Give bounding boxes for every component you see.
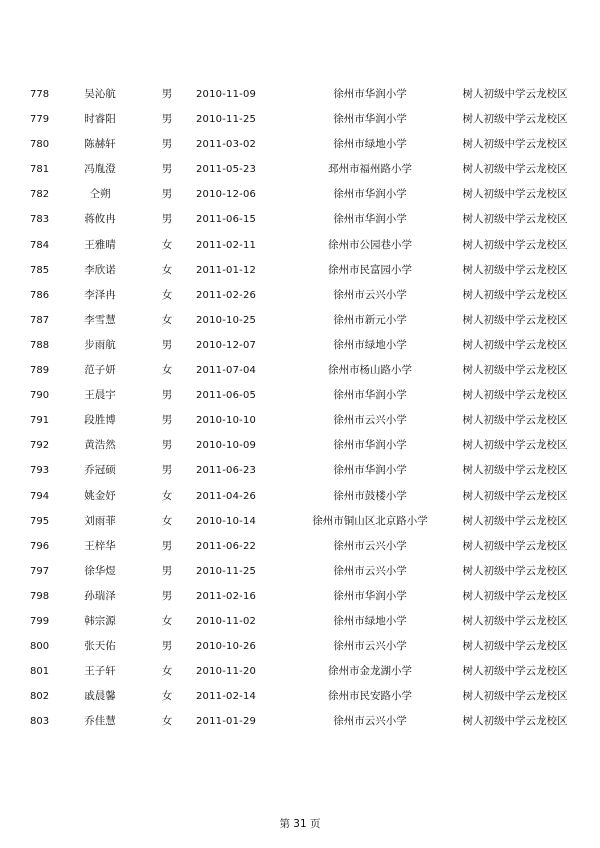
- birth-date: 2011-02-14: [196, 691, 257, 703]
- birth-date: 2011-02-11: [196, 239, 257, 251]
- birth-date: 2010-11-20: [196, 666, 257, 678]
- student-name: 徐华煜: [84, 564, 116, 577]
- row-number: 801: [30, 666, 50, 678]
- primary-school: 徐州市新元小学: [333, 313, 407, 326]
- student-gender: 男: [161, 464, 173, 477]
- row-number: 790: [30, 390, 50, 402]
- row-number: 778: [30, 89, 50, 100]
- primary-school: 徐州市云兴小学: [333, 564, 407, 577]
- student-gender: 女: [161, 263, 173, 276]
- row-number: 788: [30, 339, 50, 351]
- table-row: [0, 684, 600, 709]
- assigned-school: 树人初级中学云龙校区: [462, 113, 568, 126]
- row-number: 779: [30, 114, 50, 126]
- table-row: [0, 509, 600, 534]
- primary-school: 徐州市公园巷小学: [328, 238, 412, 251]
- primary-school: 徐州市杨山路小学: [328, 364, 412, 377]
- birth-date: 2010-12-06: [196, 189, 257, 201]
- birth-date: 2010-10-26: [196, 641, 257, 653]
- row-number: 780: [30, 139, 50, 151]
- student-gender: 男: [161, 338, 173, 351]
- student-gender: 女: [161, 715, 173, 728]
- assigned-school: 树人初级中学云龙校区: [462, 138, 568, 151]
- birth-date: 2010-10-14: [196, 515, 257, 527]
- student-name: 姚金妤: [84, 489, 116, 502]
- birth-date: 2010-10-25: [196, 314, 257, 326]
- row-number: 798: [30, 590, 50, 602]
- table-row: [0, 283, 600, 308]
- primary-school: 徐州市云兴小学: [333, 539, 407, 552]
- student-gender: 男: [161, 213, 173, 226]
- primary-school: 徐州市华润小学: [333, 464, 407, 477]
- birth-date: 2010-11-25: [196, 565, 257, 577]
- primary-school: 徐州市云兴小学: [333, 288, 407, 301]
- primary-school: 徐州市民富园小学: [328, 263, 412, 276]
- table-row: [0, 308, 600, 333]
- birth-date: 2011-06-15: [196, 214, 257, 226]
- assigned-school: 树人初级中学云龙校区: [462, 614, 568, 627]
- row-number: 799: [30, 615, 50, 627]
- row-number: 791: [30, 415, 50, 427]
- student-gender: 男: [161, 439, 173, 452]
- table-row: [0, 258, 600, 283]
- table-row: [0, 484, 600, 509]
- student-name: 张天佑: [84, 640, 116, 653]
- primary-school: 徐州市华润小学: [333, 389, 407, 402]
- assigned-school: 树人初级中学云龙校区: [462, 313, 568, 326]
- student-gender: 男: [161, 138, 173, 151]
- assigned-school: 树人初级中学云龙校区: [462, 640, 568, 653]
- student-gender: 女: [161, 665, 173, 678]
- birth-date: 2011-02-26: [196, 289, 257, 301]
- table-row: [0, 207, 600, 232]
- row-number: 795: [30, 515, 50, 527]
- student-name: 乔佳慧: [84, 715, 116, 728]
- student-name: 步雨航: [84, 338, 116, 351]
- assigned-school: 树人初级中学云龙校区: [462, 389, 568, 402]
- student-name: 李泽冉: [84, 288, 116, 301]
- assigned-school: 树人初级中学云龙校区: [462, 213, 568, 226]
- student-gender: 男: [161, 539, 173, 552]
- student-name: 蒋攸冉: [84, 213, 116, 226]
- table-row: [0, 182, 600, 207]
- assigned-school: 树人初级中学云龙校区: [462, 665, 568, 678]
- student-gender: 女: [161, 489, 173, 502]
- student-name: 陈赫轩: [84, 138, 116, 151]
- table-row: [0, 107, 600, 132]
- student-name: 李欣诺: [84, 263, 116, 276]
- birth-date: 2010-12-07: [196, 339, 257, 351]
- page-number: 第 31 页: [279, 818, 321, 830]
- primary-school: 徐州市铜山区北京路小学: [312, 514, 428, 527]
- table-row: [0, 659, 600, 684]
- table-row: [0, 333, 600, 358]
- primary-school: 徐州市云兴小学: [333, 414, 407, 427]
- assigned-school: 树人初级中学云龙校区: [462, 489, 568, 502]
- birth-date: 2011-02-16: [196, 590, 257, 602]
- row-number: 792: [30, 440, 50, 452]
- student-name: 段胜博: [84, 414, 116, 427]
- student-gender: 女: [161, 364, 173, 377]
- row-number: 797: [30, 565, 50, 577]
- assigned-school: 树人初级中学云龙校区: [462, 338, 568, 351]
- row-number: 782: [30, 189, 50, 201]
- row-number: 785: [30, 264, 50, 276]
- student-gender: 男: [161, 113, 173, 126]
- birth-date: 2011-05-23: [196, 164, 257, 176]
- assigned-school: 树人初级中学云龙校区: [462, 288, 568, 301]
- student-gender: 男: [161, 640, 173, 653]
- table-row: [0, 82, 600, 107]
- table-row: [0, 383, 600, 408]
- student-gender: 男: [161, 389, 173, 402]
- assigned-school: 树人初级中学云龙校区: [462, 464, 568, 477]
- student-gender: 女: [161, 614, 173, 627]
- table-row: [0, 584, 600, 609]
- row-number: 784: [30, 239, 50, 251]
- birth-date: 2010-10-10: [196, 415, 257, 427]
- row-number: 803: [30, 716, 50, 728]
- table-row: [0, 609, 600, 634]
- assigned-school: 树人初级中学云龙校区: [462, 188, 568, 201]
- table-row: [0, 458, 600, 483]
- assigned-school: 树人初级中学云龙校区: [462, 690, 568, 703]
- birth-date: 2010-11-09: [196, 89, 257, 100]
- assigned-school: 树人初级中学云龙校区: [462, 439, 568, 452]
- student-name: 王梓华: [84, 539, 116, 552]
- assigned-school: 树人初级中学云龙校区: [462, 715, 568, 728]
- row-number: 781: [30, 164, 50, 176]
- student-name: 孙瑞泽: [84, 589, 116, 602]
- primary-school: 徐州市华润小学: [333, 439, 407, 452]
- table-row: [0, 233, 600, 258]
- student-gender: 男: [161, 163, 173, 176]
- table-row: [0, 132, 600, 157]
- student-gender: 男: [161, 414, 173, 427]
- student-name: 冯胤澄: [84, 163, 116, 176]
- row-number: 794: [30, 490, 50, 502]
- student-name: 乔冠硕: [84, 464, 116, 477]
- student-name: 王子轩: [84, 665, 116, 678]
- student-name: 戚晨馨: [84, 690, 116, 703]
- primary-school: 徐州市绿地小学: [333, 614, 407, 627]
- student-gender: 女: [161, 288, 173, 301]
- primary-school: 徐州市鼓楼小学: [333, 489, 407, 502]
- student-name: 范子妍: [84, 364, 116, 377]
- assigned-school: 树人初级中学云龙校区: [462, 414, 568, 427]
- primary-school: 徐州市华润小学: [333, 188, 407, 201]
- birth-date: 2010-11-02: [196, 615, 257, 627]
- student-name: 李雪慧: [84, 313, 116, 326]
- table-row: [0, 358, 600, 383]
- assigned-school: 树人初级中学云龙校区: [462, 514, 568, 527]
- primary-school: 徐州市云兴小学: [333, 640, 407, 653]
- student-name: 吴沁航: [84, 88, 116, 100]
- assigned-school: 树人初级中学云龙校区: [462, 539, 568, 552]
- student-gender: 女: [161, 514, 173, 527]
- table-row: [0, 709, 600, 734]
- student-gender: 女: [161, 690, 173, 703]
- birth-date: 2010-11-25: [196, 114, 257, 126]
- primary-school: 徐州市华润小学: [333, 113, 407, 126]
- birth-date: 2011-04-26: [196, 490, 257, 502]
- row-number: 793: [30, 465, 50, 477]
- birth-date: 2011-06-23: [196, 465, 257, 477]
- assigned-school: 树人初级中学云龙校区: [462, 564, 568, 577]
- student-name: 刘雨菲: [84, 514, 116, 527]
- birth-date: 2011-07-04: [196, 365, 257, 377]
- primary-school: 徐州市华润小学: [333, 589, 407, 602]
- student-gender: 女: [161, 238, 173, 251]
- student-gender: 男: [161, 188, 173, 201]
- birth-date: 2011-01-12: [196, 264, 257, 276]
- table-row: [0, 534, 600, 559]
- student-gender: 女: [161, 313, 173, 326]
- primary-school: 徐州市民安路小学: [328, 690, 412, 703]
- assigned-school: 树人初级中学云龙校区: [462, 238, 568, 251]
- table-row: [0, 634, 600, 659]
- birth-date: 2011-06-22: [196, 540, 257, 552]
- table-row: [0, 433, 600, 458]
- birth-date: 2011-06-05: [196, 390, 257, 402]
- birth-date: 2010-10-09: [196, 440, 257, 452]
- student-table: [0, 82, 600, 734]
- row-number: 789: [30, 365, 50, 377]
- student-name: 韩宗源: [84, 614, 116, 627]
- assigned-school: 树人初级中学云龙校区: [462, 263, 568, 276]
- student-name: 时睿阳: [84, 113, 116, 126]
- row-number: 786: [30, 289, 50, 301]
- student-name: 仝朔: [89, 188, 111, 201]
- assigned-school: 树人初级中学云龙校区: [462, 364, 568, 377]
- row-number: 800: [30, 641, 50, 653]
- student-name: 王晨宇: [84, 389, 116, 402]
- birth-date: 2011-03-02: [196, 139, 257, 151]
- assigned-school: 树人初级中学云龙校区: [462, 589, 568, 602]
- primary-school: 徐州市云兴小学: [333, 715, 407, 728]
- row-number: 802: [30, 691, 50, 703]
- row-number: 783: [30, 214, 50, 226]
- table-row: [0, 157, 600, 182]
- student-gender: 男: [161, 564, 173, 577]
- birth-date: 2011-01-29: [196, 716, 257, 728]
- row-number: 796: [30, 540, 50, 552]
- row-number: 787: [30, 314, 50, 326]
- student-gender: 男: [161, 589, 173, 602]
- student-name: 王雅晴: [84, 238, 116, 251]
- student-gender: 男: [161, 88, 173, 100]
- primary-school: 徐州市金龙湖小学: [328, 665, 412, 678]
- primary-school: 徐州市绿地小学: [333, 338, 407, 351]
- primary-school: 徐州市华润小学: [333, 213, 407, 226]
- table-row: [0, 559, 600, 584]
- table-row: [0, 408, 600, 433]
- primary-school: 徐州市绿地小学: [333, 138, 407, 151]
- assigned-school: 树人初级中学云龙校区: [462, 88, 568, 100]
- primary-school: 邳州市福州路小学: [328, 163, 412, 176]
- primary-school: 徐州市华润小学: [333, 88, 407, 100]
- assigned-school: 树人初级中学云龙校区: [462, 163, 568, 176]
- student-name: 黄浩然: [84, 439, 116, 452]
